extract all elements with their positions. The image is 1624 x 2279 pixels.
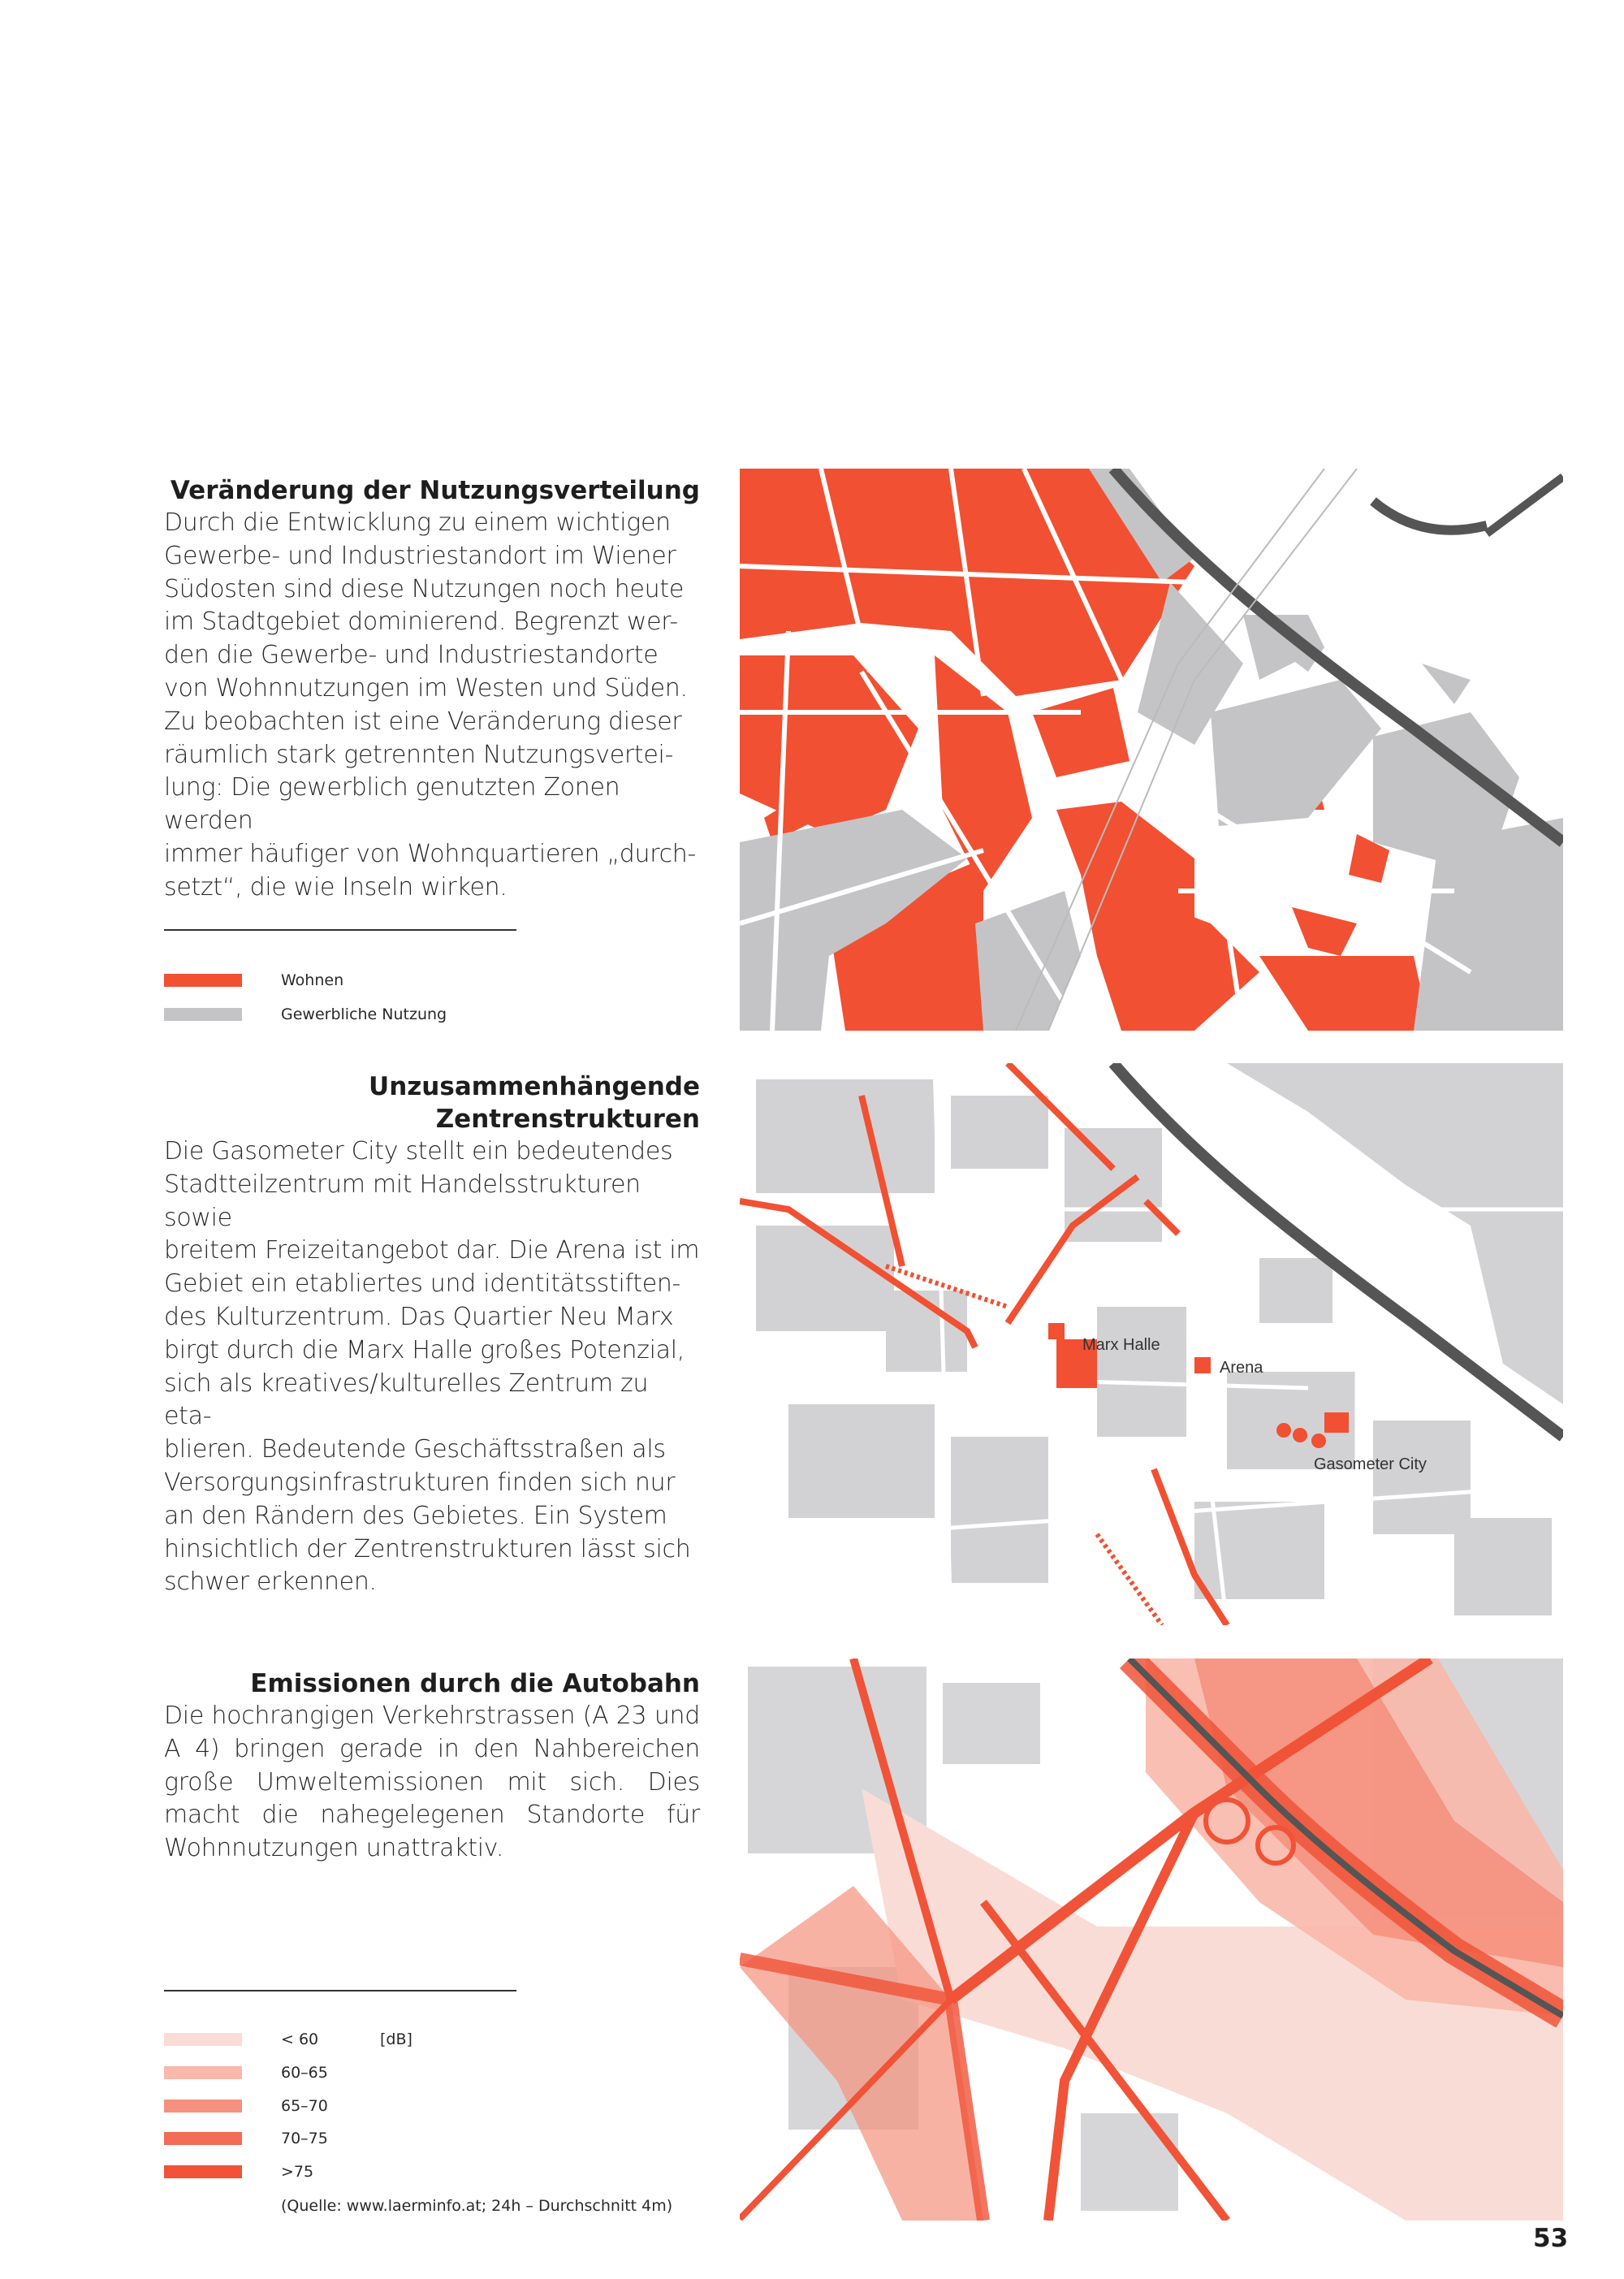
legend-swatch — [164, 2165, 242, 2178]
source-text: (Quelle: www.laerminfo.at; 24h – Durchschnitt 4m) — [281, 2197, 673, 2215]
section-heading: Unzusammenhängende Zentrenstrukturen — [369, 1072, 700, 1134]
map-nutzungsverteilung — [740, 469, 1563, 1031]
legend-label: >75 — [281, 2163, 314, 2181]
section-heading: Veränderung der Nutzungsverteilung — [170, 476, 700, 505]
legend-item — [164, 2156, 313, 2188]
legend-item — [164, 2023, 412, 2056]
divider — [164, 929, 516, 931]
section-heading: Emissionen durch die Autobahn — [250, 1669, 700, 1698]
legend-item — [164, 2122, 328, 2155]
legend-item — [164, 998, 447, 1031]
map-label-marx-halle: Marx Halle — [1082, 1336, 1160, 1354]
legend-label: 70–75 — [281, 2130, 328, 2147]
legend-label: 65–70 — [281, 2097, 328, 2115]
legend-item — [164, 2056, 328, 2089]
map-label-gasometer-city: Gasometer City — [1314, 1455, 1427, 1473]
legend-swatch — [164, 2100, 242, 2113]
legend-label: 60–65 — [281, 2064, 328, 2082]
map-zentrenstrukturen — [740, 1063, 1563, 1625]
page-number: 53 — [1533, 2224, 1569, 2253]
section-body: Die hochrangigen Verkehrstrassen (A 23 und A 4) bringen gerade in den Nahbereichen große Umweltemissionen mit sich. Dies macht die nahegelegenen Standorte für Wohnnutzungen unattraktiv. — [164, 1702, 700, 1863]
legend-swatch — [164, 2066, 242, 2079]
legend-swatch — [164, 2132, 242, 2145]
section-nutzungsverteilung — [164, 474, 700, 905]
source-note — [281, 2190, 672, 2222]
legend-item — [164, 964, 343, 997]
legend-unit: [dB] — [380, 2030, 412, 2048]
legend-label: < 60 — [281, 2030, 319, 2048]
section-body: Die Gasometer City stellt ein bedeutendes Stadtteilzentrum mit Handelsstrukturen sowie breitem Freizeitangebot dar. Die Arena ist im Gebiet ein etabliertes und identitätsstiften- des Kulturzentrum. Das Quartier Neu Marx birgt durch die Marx Halle großes Potenzial, sich als kreatives/kulturelles Zentrum zu eta- blieren. Bedeutende Geschäftsstraßen als Versorgungsinfrastrukturen finden sich nur an den Rändern des Gebietes. Ein System hinsichtlich der Zentrenstrukturen lässt sich schwer erkennen. — [164, 1137, 700, 1597]
legend-swatch — [164, 2033, 242, 2046]
divider — [164, 1990, 516, 1991]
legend-item — [164, 2090, 328, 2122]
legend-swatch-wohnen — [164, 974, 242, 987]
legend-swatch-gewerbe — [164, 1008, 242, 1021]
map-label-arena: Arena — [1220, 1359, 1263, 1377]
legend-label: Gewerbliche Nutzung — [281, 1005, 447, 1023]
section-emissionen — [164, 1667, 700, 1866]
section-body: Durch die Entwicklung zu einem wichtigen Gewerbe- und Industriestandort im Wiener Südosten sind diese Nutzungen noch heute im Stadtgebiet dominierend. Begrenzt wer- den die Gewerbe- und Industriestandorte von Wohnnutzungen im Westen und Süden. Zu beobachten ist eine Veränderung dieser räumlich stark getrennten Nutzungsvertei- lung: Die gewerblich genutzten Zonen werden immer häufiger von Wohnquartieren „durch- setzt“, die wie Inseln wirken. — [164, 508, 697, 902]
legend-label: Wohnen — [281, 971, 344, 989]
section-zentrenstrukturen — [164, 1070, 700, 1599]
map-emissionen — [740, 1658, 1563, 2221]
